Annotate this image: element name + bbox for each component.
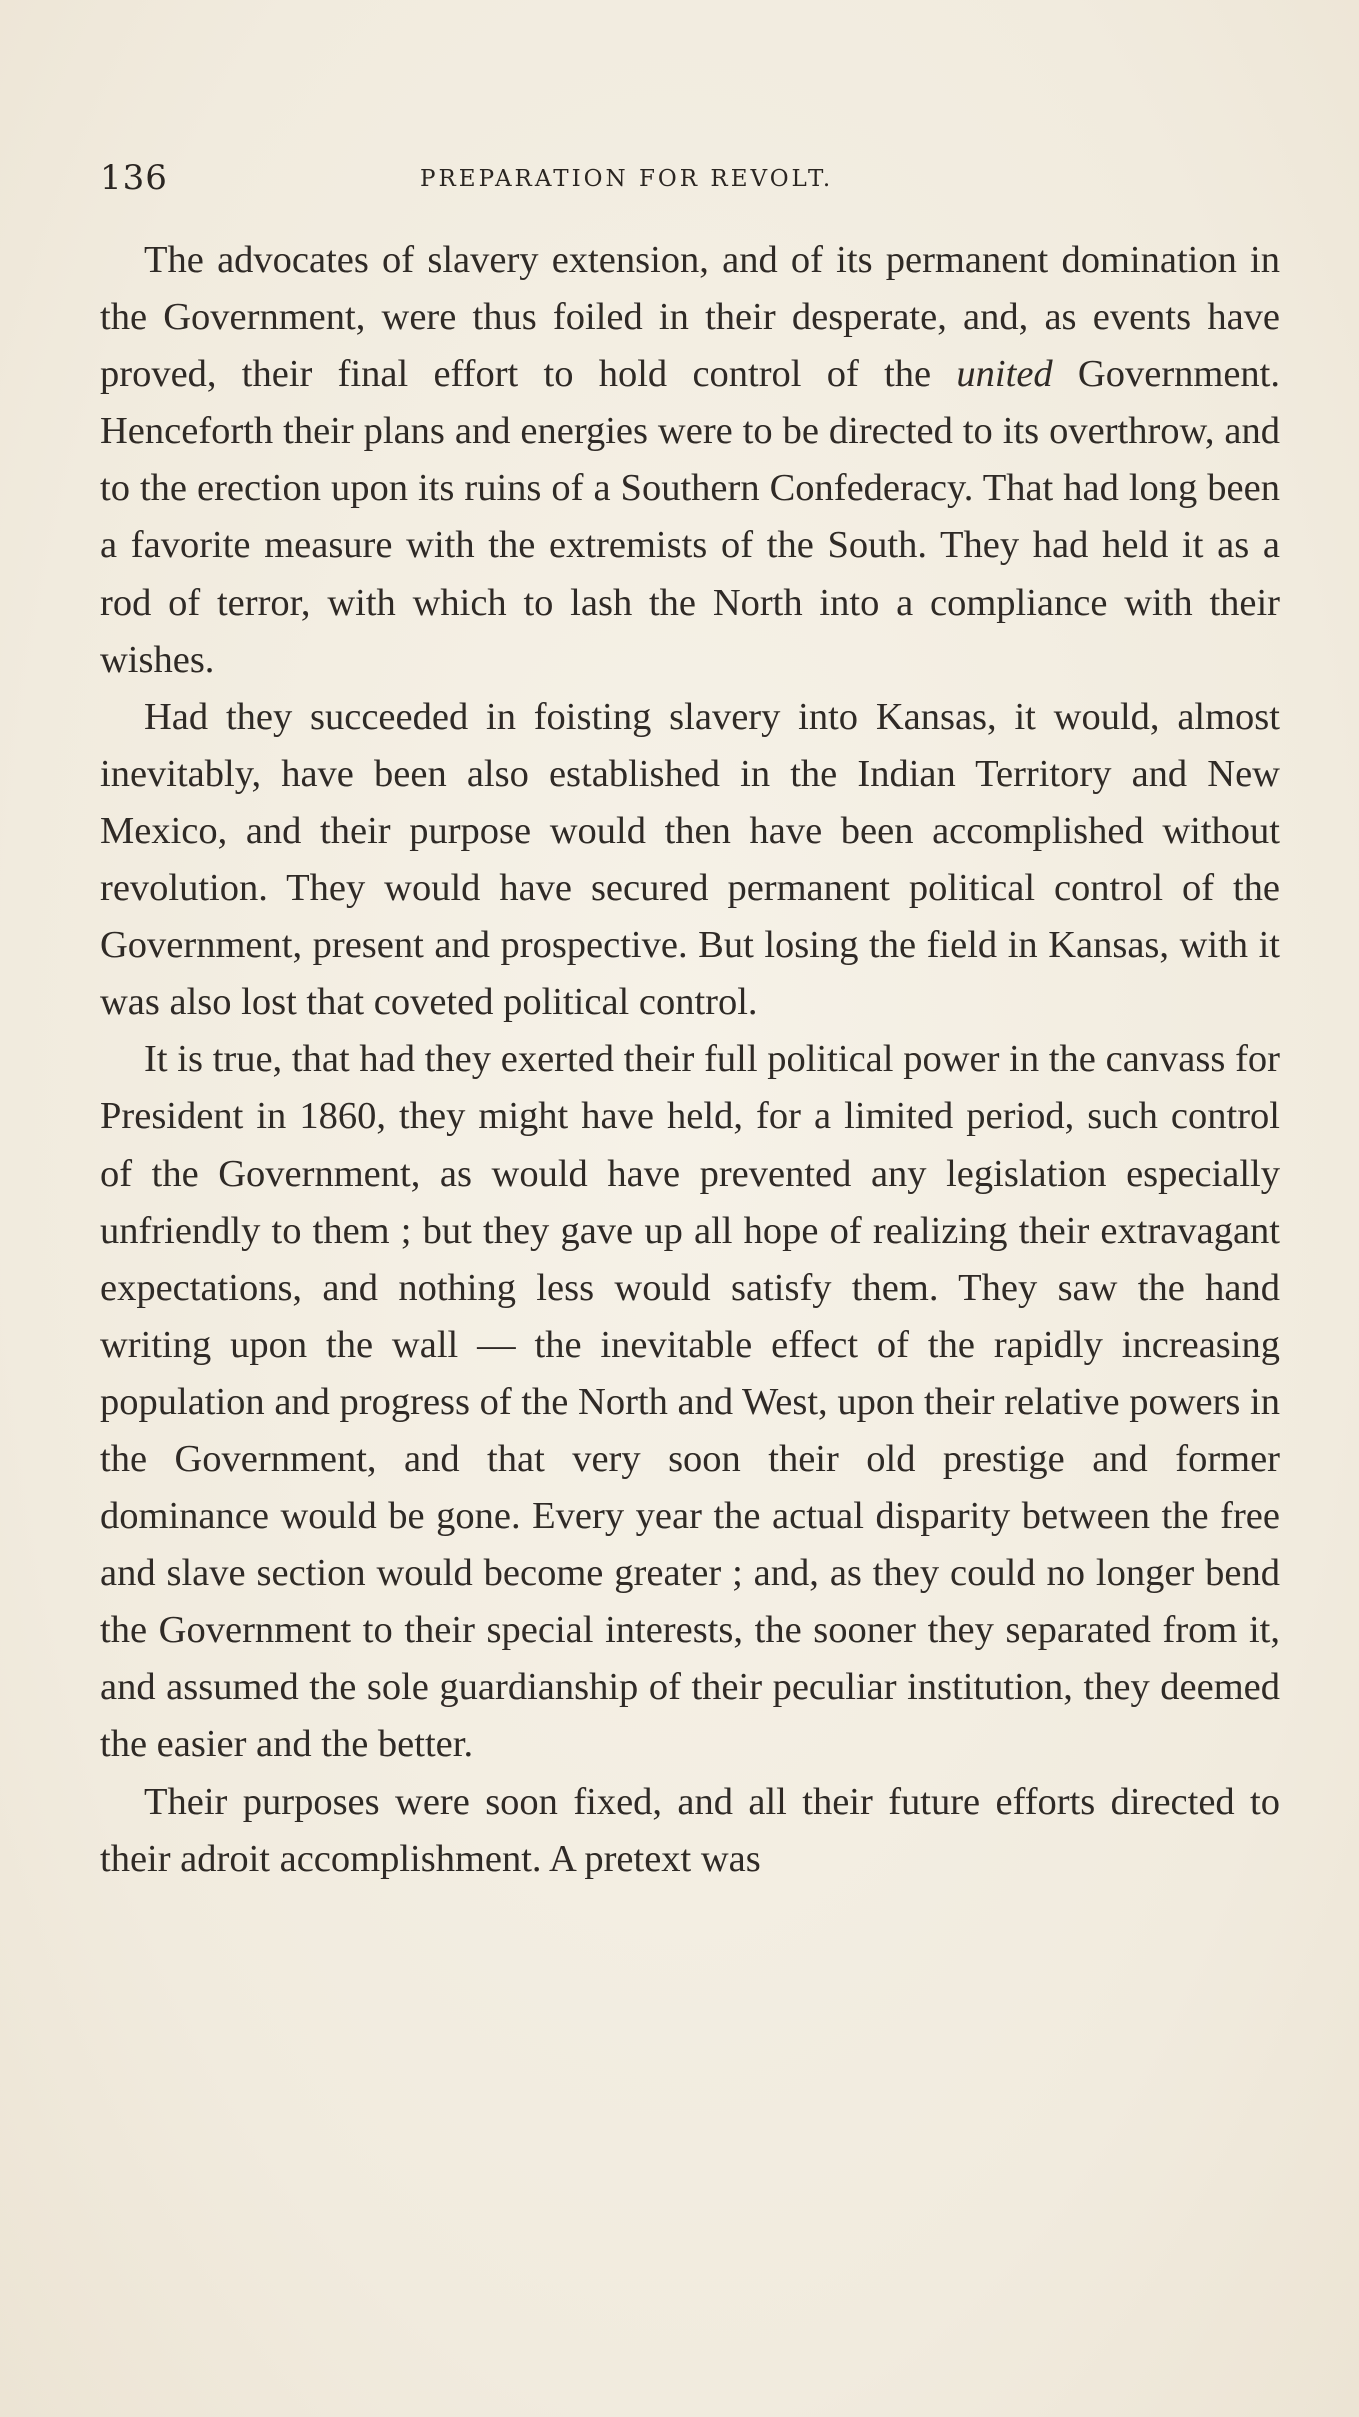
- body-text: [100, 232, 1280, 1888]
- emphasis-united: united: [956, 353, 1053, 396]
- paragraph-2: Had they succeeded in foisting slavery into Kansas, it would, almost inevitably, have been also established in the Indian Territory and New Mexico, and their purpose would then have been accomplished without revolution. They would have secured permanent political control of the Government, present and prospective. But losing the field in Kansas, with it was also lost that coveted political control.: [100, 695, 1280, 1024]
- running-title: PREPARATION FOR REVOLT.: [420, 166, 834, 192]
- paragraph-4: Their purposes were soon fixed, and all their future efforts directed to their adroit accomplishment. A pretext was: [100, 1780, 1280, 1880]
- paragraph-1-text-start: The advocates of slavery extension, and of its permanent domination in the Government, were thus foiled in their desperate, and, as events have proved, their final effort to hold control of the: [100, 239, 1280, 396]
- running-head: [100, 158, 1280, 198]
- page-number: 136: [100, 158, 168, 198]
- paragraph-1: [100, 232, 1280, 689]
- paragraph-1-text-end: Government. Henceforth their plans and energies were to be directed to its overthrow, and to the erection upon its ruins of a Southern Confederacy. That had long been a favorite measure with the extremists of the South. They had held it as a rod of terror, with which to lash the North into a compliance with their wishes.: [100, 353, 1280, 681]
- paragraph-3: It is true, that had they exerted their full political power in the canvass for President in 1860, they might have held, for a limited period, such control of the Government, as would have prevented any legislation especially unfriendly to them ; but they gave up all hope of realizing their extravagant expectations, and nothing less would satisfy them. They saw the hand writing upon the wall — the inevitable effect of the rapidly increasing population and progress of the North and West, upon their relative powers in the Government, and that very soon their old prestige and former dominance would be gone. Every year the actual disparity between the free and slave section would become greater ; and, as they could no longer bend the Government to their special interests, the sooner they separated from it, and assumed the sole guardianship of their peculiar institution, they deemed the easier and the better.: [100, 1038, 1280, 1766]
